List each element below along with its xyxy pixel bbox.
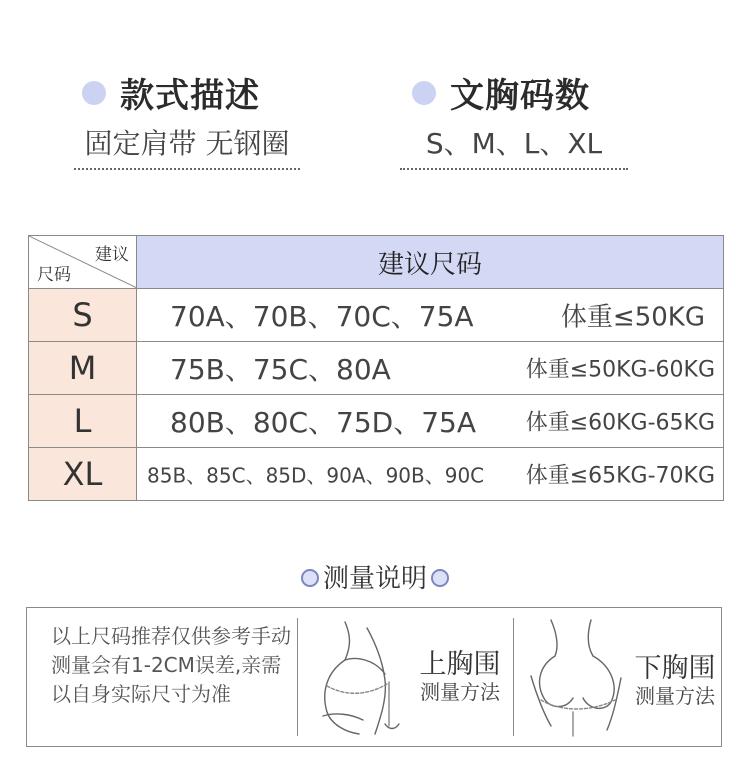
- cup-heading-title: 文胸码数: [450, 76, 590, 116]
- weight-range: 体重≤50KG-60KG: [525, 357, 715, 383]
- size-label: M: [29, 342, 137, 395]
- ring-bullet-icon: [431, 569, 449, 587]
- divider: [513, 618, 514, 736]
- style-heading-title: 款式描述: [120, 76, 260, 116]
- bullet-dot-icon: [82, 81, 106, 105]
- weight-range: 体重≤50KG: [560, 302, 705, 333]
- under-bust-subtitle: 测量方法: [635, 684, 715, 708]
- cup-heading: [412, 68, 590, 117]
- table-row: [29, 289, 724, 342]
- weight-range: 体重≤60KG-65KG: [525, 410, 715, 436]
- weight-range: 体重≤65KG-70KG: [525, 463, 715, 489]
- size-table: [28, 235, 724, 501]
- divider: [297, 618, 298, 736]
- table-header-row: [29, 236, 724, 289]
- measurement-title: [0, 558, 750, 595]
- cup-list: 85B、85C、85D、90A、90B、90C: [147, 463, 485, 488]
- cup-list: 70A、70B、70C、75A: [170, 300, 474, 333]
- table-row: [29, 342, 724, 395]
- upper-bust-subtitle: 测量方法: [420, 680, 500, 704]
- corner-bottom-label: 尺码: [37, 265, 71, 285]
- under-bust-label: [631, 654, 719, 708]
- under-bust-title: 下胸围: [634, 653, 716, 684]
- cup-value: S、M、L、XL: [400, 122, 628, 170]
- under-bust-figure-icon: [521, 616, 631, 738]
- corner-top-label: 建议: [95, 245, 129, 265]
- size-label: S: [29, 289, 137, 342]
- measurement-note: 以上尺码推荐仅供参考手动测量会有1-2CM误差,亲需以自身实际尺寸为准: [51, 624, 291, 706]
- table-corner-cell: [29, 236, 137, 289]
- size-label: XL: [29, 448, 137, 501]
- size-label: L: [29, 395, 137, 448]
- table-row: [29, 395, 724, 448]
- measurement-title-text: 测量说明: [322, 564, 427, 594]
- style-value: 固定肩带 无钢圈: [74, 122, 300, 170]
- ring-bullet-icon: [301, 569, 319, 587]
- upper-bust-title: 上胸围: [419, 649, 501, 680]
- upper-bust-figure-icon: [305, 616, 415, 738]
- style-heading: [82, 68, 260, 117]
- table-header-title: 建议尺码: [137, 236, 724, 289]
- upper-bust-label: [415, 650, 505, 704]
- bullet-dot-icon: [412, 81, 436, 105]
- table-row: [29, 448, 724, 501]
- cup-list: 80B、80C、75D、75A: [170, 406, 476, 439]
- cup-list: 75B、75C、80A: [170, 353, 391, 386]
- measurement-box: [26, 607, 722, 747]
